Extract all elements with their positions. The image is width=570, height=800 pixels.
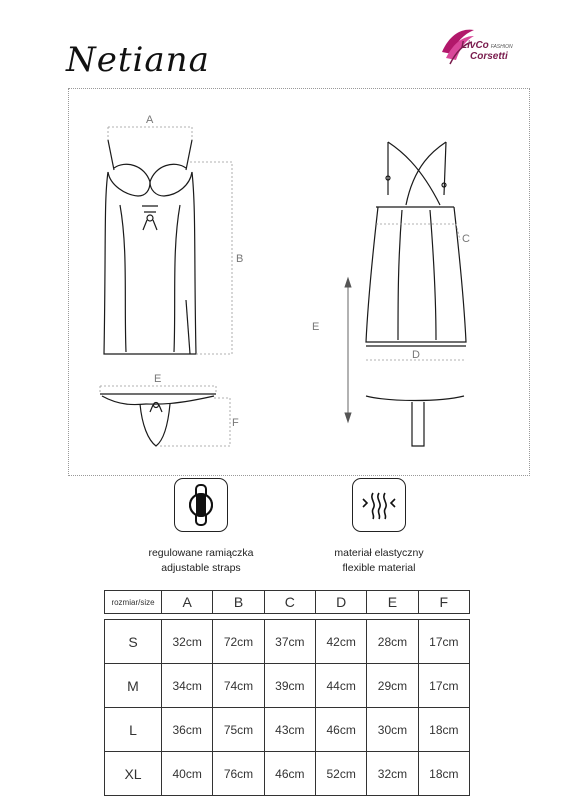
table-cell: 43cm bbox=[264, 708, 315, 752]
feature-label-pl: materiał elastyczny bbox=[334, 547, 424, 559]
size-table bbox=[104, 590, 470, 796]
table-row bbox=[105, 752, 470, 796]
chemise-back-drawing bbox=[366, 142, 466, 346]
chemise-front-drawing bbox=[104, 140, 196, 354]
table-cell: 37cm bbox=[264, 620, 315, 664]
size-cell: L bbox=[105, 708, 162, 752]
table-cell: 28cm bbox=[367, 620, 418, 664]
dim-label-e-front: E bbox=[154, 373, 162, 385]
table-cell: 36cm bbox=[162, 708, 213, 752]
column-header-e: E bbox=[367, 591, 418, 614]
table-row bbox=[105, 708, 470, 752]
table-cell: 17cm bbox=[418, 620, 469, 664]
dim-label-f: F bbox=[232, 417, 239, 429]
table-cell: 40cm bbox=[162, 752, 213, 796]
table-cell: 30cm bbox=[367, 708, 418, 752]
thong-back-drawing bbox=[366, 396, 464, 446]
table-cell: 76cm bbox=[213, 752, 264, 796]
table-row bbox=[105, 664, 470, 708]
dim-label-e-side: E bbox=[312, 321, 320, 333]
table-cell: 72cm bbox=[213, 620, 264, 664]
table-cell: 39cm bbox=[264, 664, 315, 708]
elastic-material-icon bbox=[352, 478, 406, 532]
table-cell: 46cm bbox=[264, 752, 315, 796]
dim-label-d: D bbox=[412, 349, 420, 361]
table-cell: 29cm bbox=[367, 664, 418, 708]
thong-front-drawing bbox=[100, 394, 216, 446]
feature-label-en: adjustable straps bbox=[161, 562, 241, 574]
table-cell: 32cm bbox=[162, 620, 213, 664]
feature-label-pl: regulowane ramiączka bbox=[148, 547, 254, 559]
table-cell: 74cm bbox=[213, 664, 264, 708]
column-header-d: D bbox=[315, 591, 366, 614]
table-cell: 17cm bbox=[418, 664, 469, 708]
size-table-header bbox=[105, 591, 470, 614]
table-cell: 75cm bbox=[213, 708, 264, 752]
adjustable-strap-icon bbox=[174, 478, 228, 532]
dim-label-b: B bbox=[236, 253, 244, 265]
table-cell: 18cm bbox=[418, 708, 469, 752]
size-cell: M bbox=[105, 664, 162, 708]
dim-label-c: C bbox=[462, 233, 470, 245]
table-cell: 32cm bbox=[367, 752, 418, 796]
column-header-b: B bbox=[213, 591, 264, 614]
column-header-a: A bbox=[162, 591, 213, 614]
table-cell: 46cm bbox=[315, 708, 366, 752]
size-column-header: rozmiar/size bbox=[105, 591, 162, 614]
feature-flexible-material bbox=[294, 546, 464, 576]
column-header-c: C bbox=[264, 591, 315, 614]
table-cell: 34cm bbox=[162, 664, 213, 708]
size-cell: S bbox=[105, 620, 162, 664]
size-cell: XL bbox=[105, 752, 162, 796]
column-header-f: F bbox=[418, 591, 469, 614]
table-cell: 42cm bbox=[315, 620, 366, 664]
table-row bbox=[105, 620, 470, 664]
dim-label-a: A bbox=[146, 114, 154, 126]
feature-label-en: flexible material bbox=[342, 562, 416, 574]
table-cell: 18cm bbox=[418, 752, 469, 796]
table-cell: 44cm bbox=[315, 664, 366, 708]
brand-name-bottom: Corsetti bbox=[470, 51, 508, 62]
brand-name-top: LivCo FASHION bbox=[461, 40, 513, 51]
table-cell: 52cm bbox=[315, 752, 366, 796]
feature-adjustable-straps bbox=[116, 546, 286, 576]
product-title: Netiana bbox=[66, 40, 210, 80]
